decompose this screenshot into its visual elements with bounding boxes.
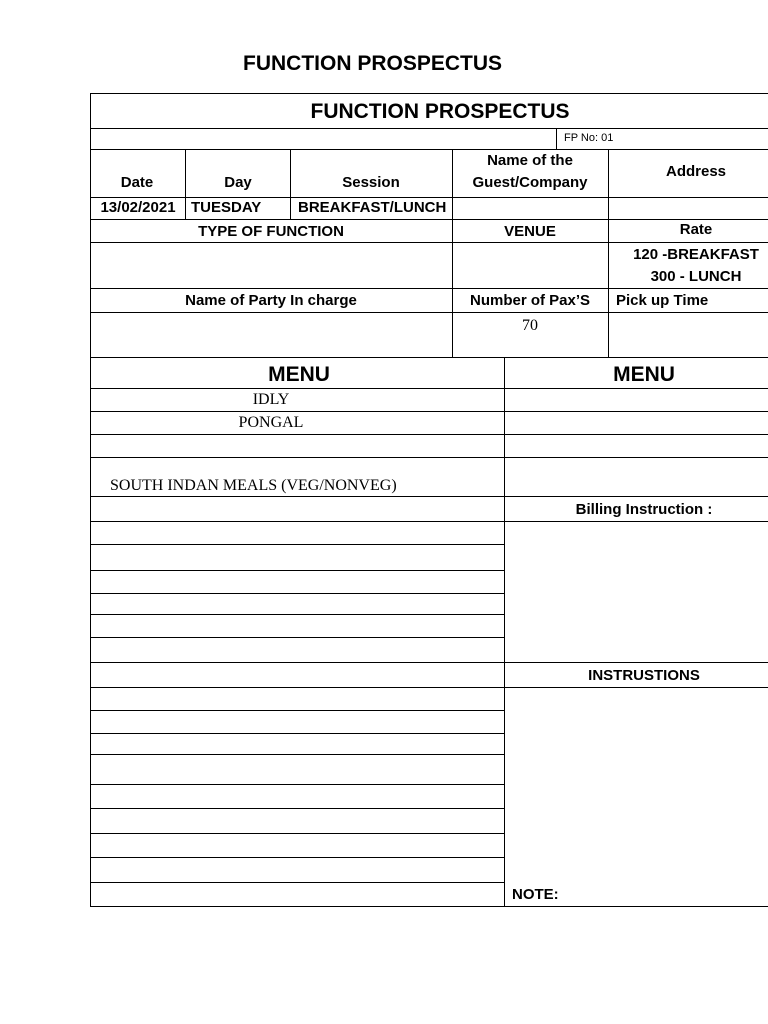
rule-right-2	[504, 434, 768, 435]
menu-item: SOUTH INDAN MEALS (VEG/NONVEG)	[110, 477, 397, 494]
pax-value: 70	[522, 317, 538, 334]
rule-left-10	[90, 733, 504, 734]
form-title: FUNCTION PROSPECTUS	[310, 100, 570, 123]
address-header: Address	[665, 163, 727, 180]
menu-left-header: MENU	[268, 363, 330, 386]
rate-label: Rate	[679, 221, 713, 238]
rule-left-15	[90, 857, 504, 858]
rule-left-11	[90, 754, 504, 755]
rule-left-13	[90, 808, 504, 809]
rule-billing-top	[90, 496, 768, 497]
prospectus-form	[90, 93, 768, 907]
party-incharge-label: Name of Party In charge	[185, 292, 357, 309]
rule-left-6	[90, 593, 504, 594]
date-header: Date	[120, 174, 154, 191]
pax-label: Number of Pax’S	[469, 292, 591, 309]
rule-menu-divider	[504, 357, 505, 907]
pickup-time-label: Pick up Time	[616, 292, 709, 309]
rate-lunch: 300 - LUNCH	[650, 268, 742, 285]
rule-rate-bottom	[90, 288, 768, 289]
rule-left-1	[90, 411, 504, 412]
rule-header-bottom	[90, 197, 768, 198]
rule-instructions-top	[90, 662, 768, 663]
rule-left-12	[90, 784, 504, 785]
rule-left-4	[90, 544, 504, 545]
rule-title-bottom	[90, 128, 768, 129]
rule-day-session	[290, 149, 291, 219]
rate-breakfast: 120 -BREAKFAST	[633, 246, 759, 263]
instructions-label: INSTRUSTIONS	[588, 667, 700, 684]
rule-left-16	[90, 882, 504, 883]
rule-date-day	[185, 149, 186, 219]
rule-menu-header-bottom	[90, 388, 768, 389]
form-border-bottom	[90, 906, 768, 907]
guest-header-line1: Name of the	[487, 152, 573, 169]
rule-session-guest	[452, 149, 453, 357]
rule-type-bottom	[90, 242, 768, 243]
page-title: FUNCTION PROSPECTUS	[243, 52, 503, 75]
rule-left-9	[90, 710, 504, 711]
date-value: 13/02/2021	[100, 199, 176, 216]
venue-label: VENUE	[504, 223, 556, 240]
rule-left-14	[90, 833, 504, 834]
day-header: Day	[224, 174, 252, 191]
day-value: TUESDAY	[191, 199, 262, 216]
note-label: NOTE:	[512, 886, 559, 903]
rule-left-3	[90, 457, 504, 458]
rule-left-2	[90, 434, 504, 435]
guest-header-line2: Guest/Company	[472, 174, 588, 191]
form-border-top	[90, 93, 768, 94]
rule-left-5	[90, 570, 504, 571]
rule-instructions-bottom	[90, 687, 768, 688]
rule-fp-bottom	[90, 149, 768, 150]
billing-instruction-label: Billing Instruction :	[575, 501, 713, 518]
session-value: BREAKFAST/LUNCH	[298, 199, 447, 216]
rule-billing-bottom	[90, 521, 768, 522]
rule-fp-divider	[556, 128, 557, 149]
rule-values-bottom	[90, 219, 768, 220]
rule-right-3	[504, 457, 768, 458]
rule-guest-address	[608, 149, 609, 357]
rule-left-8	[90, 637, 504, 638]
rule-pax-bottom	[90, 357, 768, 358]
menu-item: PONGAL	[238, 414, 304, 431]
type-of-function-label: TYPE OF FUNCTION	[198, 223, 344, 240]
rule-party-bottom	[90, 312, 768, 313]
menu-item: IDLY	[252, 391, 290, 408]
fp-number: FP No: 01	[564, 132, 614, 144]
menu-right-header: MENU	[613, 363, 675, 386]
session-header: Session	[342, 174, 400, 191]
rule-left-7	[90, 614, 504, 615]
rule-right-1	[504, 411, 768, 412]
